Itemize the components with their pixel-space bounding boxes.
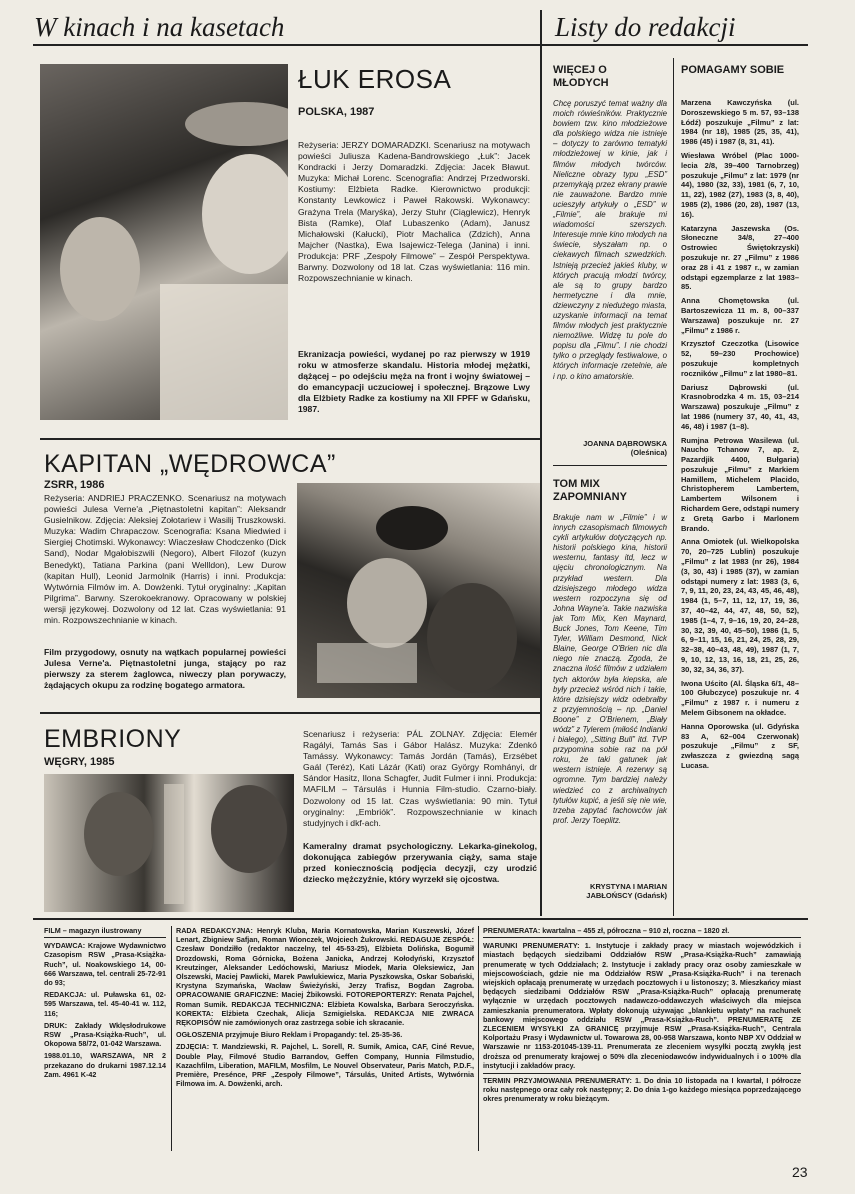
section-title-films: W kinach i na kasetach — [34, 12, 285, 42]
film-review: Kameralny dramat psychologiczny. Lekarka-ginekolog, dokonująca zabiegów przerywania ciąży, sama staje przed koniecznością podjęcia decyzji, czy urodzić dziecko mężczyźnie, który wyrzekł się ojcostwa. — [303, 841, 537, 885]
letter-text: Brakuje nam w „Filmie” i w innych czasopismach filmowych cykli artykułów dotyczących np. historii polskiego kina, historii westernu, fantasy itd, lecz w ujęciu chronologicznym. Na przykład western. Dla dzisiejszego młodego widza western rozpoczyna się od Johna Wayne'a. Takie nazwiska jak Tom Mix, Ken Maynard, Buck Jones, Tom Keene, Tim Tyler, William Desmond, Nick Blaine, George O'Brien nic dla niego nie znaczą. Zgoda, że znaczna ilość filmów z udziałem tych aktorów była kiepska, ale były przecież wśród nich i takie, które dzisiejszy widz odebrałby z przyjemnością – np. „Daniel Boone” z O'Brienem, „Biały wódz” z Tylerem (miłość Indianki i białego), „Sitting Bull” itd. TVP przypomina sobie raz na pół roku, że taki gatunek jak western istnieje. A rezerwy są ogromne. Tym bardziej należy wiedzieć co z archiwalnych tytułów kupić, a jeśli się nie wie, trzeba zapytać fachowców jak prof. Jerzy Toeplitz. — [553, 513, 667, 825]
film-still-figures — [40, 64, 288, 420]
list-item: Iwona Uścito (Al. Śląska 6/1, 48–100 Głubczyce) poszukuje nr. 4 „Filmu” z 1987 r. i numeru z Melem Gibsonem na okładce. — [681, 678, 799, 718]
letters-separator — [553, 465, 667, 466]
film-still-figures — [297, 483, 540, 698]
imprint-text: 1988.01.10, WARSZAWA, NR 2 przekazano do drukarni 1987.12.14 Zam. 4961 K-42 — [44, 1051, 166, 1079]
column-divider — [540, 10, 542, 916]
list-item: Krzysztof Czeczotka (Lisowice 52, 59–230 Prochowice) poszukuje kompletnych roczników „Filmu” z lat 1980–81. — [681, 339, 799, 378]
film-still-figures — [44, 774, 294, 912]
imprint-text: RADA REDAKCYJNA: Henryk Kluba, Maria Kornatowska, Marian Kuszewski, Józef Lenart, Zbigniew Safjan, Roman Wionczek, Wojciech Żukrowski. REDAGUJE ZESPÓŁ: Czesław Dondziłło (redaktor naczelny, tel 45-53-25), Elżbieta Dolińska, Bogumił Drozdowski, Roma Górnicka, Bożena Janicka, Andrzej Kołodyński, Krzysztof Kreutzinger, Aleksander Ledóchowski, Mariusz Miodek, Maria Oleksiewicz, Jan Olszewski, Maciej Pawlicki, Marek Pawlukiewicz, Maria Pyszkowska, Oskar Sobański, Krystyna Szymańska, Wacław Świeżyński, Jerzy Trafisz, Bogdan Zagroba. OPRACOWANIE GRAFICZNE: Maciej Żbikowski. FOTOREPORTERZY: Renata Pajchel, Roman Sumik. REDAKCJA TECHNICZNA: Elżbieta Kowalska, Barbara Seroczyńska. KOREKTA: Elżbieta Czechak, Alicja Szmigielska. REDAKCJA NIE ZWRACA RĘKOPISÓW nie zamówionych oraz zastrzega sobie ich skracanie. — [176, 926, 474, 1028]
list-item: Katarzyna Jaszewska (Os. Słoneczne 34/8, 27–400 Ostrowiec Świętokrzyski) poszukuje nr. 27 „Filmu” z 1986 oraz 28 i 41 z 1987 r., w zamian odstąpi egzemplarze z lat 1983–85. — [681, 223, 799, 292]
film-title: ŁUK EROSA — [298, 64, 452, 94]
letters-divider — [673, 58, 674, 916]
imprint-text: TERMIN PRZYJMOWANIA PRENUMERATY: 1. Do dnia 10 listopada na I kwartał, I półrocze roku następnego oraz cały rok następny; 2. Do dnia 1-go każdego miesiąca poprzedzającego okres prenumeraty w roku bieżącym. — [483, 1073, 801, 1104]
list-item: Marzena Kawczyńska (ul. Doroszewskiego 5 m. 57, 93–138 Łódź) poszukuje „Filmu” z lat: 1984 (nr 18), 1985 (25, 35, 41), 1986 (45) i 1987 (8, 31, 41). — [681, 98, 799, 147]
film-credits: Reżyseria: ANDRIEJ PRACZENKO. Scenariusz na motywach powieści Julesa Verne'a „Piętnastoletni kapitan”: Aleksandr Gusielnikow. Zdjęcia: Aleksiej Zołotariew i Wasilij Truszkowski. Muzyka: Wadim Chrapaczow. Scenografia: Ksana Miedwied i Siergiej Chotimski. Wykonawcy: Wiaczesław Chodczenko (Dick Sand), Nodar Mgałobiszwili (Negoro), Albert Filozof (kuzyn Benedykt), Tatiana Parkina (pani Wellldon), Lew Durow (kapitan Hull), Leonid Jarmolnik (Harris) i inni. Produkcja: Wytwórnia Filmów im. A. Dowżenki. Tytuł oryginalny: „Kapitan Pilgrima”. Barwny. Szerokoekranowy. Opracowany w polskiej wersji językowej. Dozwolony od 12 lat. Czas wyświetlania: 91 min. Rozpowszechnianie w kinach. — [44, 493, 286, 626]
imprint-text: REDAKCJA: ul. Puławska 61, 02-595 Warszawa, tel. 45-40-41 w. 112, 116; — [44, 990, 166, 1018]
letter-text: Chcę poruszyć temat ważny dla moich rówieśników. Praktycznie bowiem tzw. kino młodzieżowe dla polskiego widza nie istnieje – dotyczy to zarówno tematyki młodzieżowej w kinie, jak i filmów młodych twórców. Nieliczne obrazy typu „ESD” przemykają przez ekrany prawie nie zauważone. Bardzo mnie ucieszyły artykuły o „ESD” w „Filmie”, ale brakuje mi wiadomości szerszych. Interesuje mnie kino młodych na świecie, słyszałam np. o ciekawych filmach szwedzkich. Istnieją przecież jakieś kluby, w których pracują młodzi twórcy, ale są to grupy bardzo hermetyczne i dla mnie, dziewczyny z niedużego miasta, uzyskanie informacji na temat filmów młodych jest praktycznie niemożliwe. Widzę tu pole do popisu dla „Filmu”. I nie chodzi tylko o przeglądy festiwalowe, o których informacje rzetelnie, ale i np. o kino amatorskie. — [553, 99, 667, 381]
imprint-text: WARUNKI PRENUMERATY: 1. Instytucje i zakłady pracy w miastach wojewódzkich i miastach będących siedzibami Oddziałów RSW „Prasa-Książka-Ruch” zamawiają prenumeratę w tych Oddziałach; 2. Instytucje i zakłady pracy oraz osoby zamieszkałe w miejscowościach, gdzie nie ma Oddziałów RSW „Prasa-Książka-Ruch” i na terenach wiejskich opłacają prenumeratę w urzędach pocztowych i u listonoszy; 3. Mieszkańcy miast będących siedzibami Oddziałów RSW „Prasa-Książka-Ruch” opłacają prenumeratę wyłącznie w urzędach pocztowych nadawczo-oddawczych właściwych dla miejsca zamieszkania prenumeratora. Wpłaty dokonują używając „blankietu wpłaty” na rachunek bankowy miejscowego oddziału RSW „Prasa-Książka-Ruch”. PRENUMERATĘ ZE ZLECENIEM WYSYŁKI ZA GRANICĘ przyjmuje RSW „Prasa-Książka-Ruch”, Centrala Kolportażu Prasy i Wydawnictw ul. Towarowa 28, 00-958 Warszawa, konto NBP XV Oddział w Warszawie nr 1153-201045-139-11. Prenumerata ze zleceniem wysyłki pocztą zwykłą jest droższa od prenumeraty krajowej o 50% dla zleceniodawców indywidualnych i o 100% dla instytucji i zakładów pracy. — [483, 941, 801, 1070]
list-item: Wiesława Wróbel (Plac 1000-lecia 2/8, 39–400 Tarnobrzeg) poszukuje „Filmu” z lat: 1979 (nr 44), 1980 (32, 33), 1981 (6, 7, 10, 11, 22), 1982 (27), 1983 (3, 8, 40), 1985 (2), 1986 (20, 28), 1987 (13, 16). — [681, 150, 799, 219]
list-item: Anna Omiotek (ul. Wielkopolska 70, 20–725 Lublin) poszukuje „Filmu” z lat 1983 (nr 26), 1984 (3, 30, 43) i 1985 (37), w zamian odstąpi numery z lat: 1983 (3, 6, 7, 9, 11, 20, 23, 24, 43, 45, 46, 48), 1984 (1, 5–7, 11, 12, 17, 19, 36, 37, 40–42, 44, 47, 48, 50, 52), 1985 (1–4, 7, 9–16, 19, 20, 24–28, 30, 32, 39, 40, 45–50), 1986 (1, 5, 6, 9–11, 15, 16, 21, 24, 25, 28, 29, 32–38, 40–43, 48, 49), 1987 (1, 7, 9, 10, 12, 13, 16, 18, 21, 25, 26, 30, 32, 34, 36, 37). — [681, 537, 799, 674]
film-still-luk-erosa — [40, 64, 288, 420]
imprint-text: PRENUMERATA: kwartalna – 455 zł, półroczna – 910 zł, roczna – 1820 zł. — [483, 926, 801, 938]
list-item: Rumjna Petrowa Wasilewa (ul. Naucho Tchanow 7, ap. 2, Pazardjik 4400, Bułgaria) poszukuje „Filmu” z Markiem Hamillem, Michelem Placido, Christopherem Lambertem, Lambertem Wilsonem i Richardem Gere, odstąpi numery z Gretą Garbo i Marlonem Brando. — [681, 435, 799, 533]
list-item: Dariusz Dąbrowski (ul. Krasnobrodzka 4 m. 15, 03–214 Warszawa) poszukuje „Filmu” z lat 1986 (numery 37, 40, 41, 43, 46, 48) i 1987 (1–8). — [681, 382, 799, 431]
film-country: ZSRR, 1986 — [44, 479, 105, 491]
letter-signature: KRYSTYNA I MARIAN JABŁOŃSCY (Gdańsk) — [586, 882, 667, 900]
imprint-text: ZDJĘCIA: T. Mandziewski, R. Pajchel, L. Sorell, R. Sumik, Amica, CAF, Ciné Revue, Double Play, Filmové Studio Barrandov, Geffen Company, Hunnia Filmstudio, Kazachfilm, Liberation, MAFILM, Mosfilm, Le Nouvel Observateur, Paris Match, P.D.F., Première, Presénce, PRF „Zespoły Filmowe”, Társulás, United Artists, Wytwórnia Filmowa im. A. Dowżenki, arch. — [176, 1042, 474, 1089]
section-title-letters: Listy do redakcji — [555, 12, 736, 42]
imprint-text: OGŁOSZENIA przyjmuje Biuro Reklam i Propagandy: tel. 25-35-36. — [176, 1030, 403, 1040]
letter-title: POMAGAMY SOBIE — [681, 64, 785, 76]
section-rule-2 — [40, 438, 540, 440]
header-rule — [33, 44, 808, 46]
film-review: Film przygodowy, osnuty na wątkach popularnej powieści Julesa Verne'a. Piętnastoletni junga, stający po raz pierwszy za sterem żaglowca, niweczy plan porywaczy, żądających okupu za rodzinę bogatego armatora. — [44, 647, 286, 691]
imprint-text: WYDAWCA: Krajowe Wydawnictwo Czasopism RSW „Prasa-Książka-Ruch”, ul. Noakowskiego 14, 00-666 Warszawa, tel. centrali 25-72-91 do 93; — [44, 941, 166, 988]
imprint-editorial — [176, 926, 474, 1091]
section-rule-3 — [40, 712, 540, 714]
film-title: KAPITAN „WĘDROWCA” — [44, 450, 336, 478]
list-item: Hanna Oporowska (ul. Gdyńska 83 A, 62–004 Czerwonak) poszukuje „Filmu” z SF, zwłaszcza z gwiezdną sagą Lucasa. — [681, 721, 799, 770]
letter-signature: JOANNA DĄBROWSKA (Oleśnica) — [583, 439, 667, 457]
list-item: Anna Chomętowska (ul. Bartoszewicza 11 m. 8, 00–337 Warszawa) poszukuje nr. 27 „Filmu” z 1986 r. — [681, 296, 799, 335]
imprint-subscription — [483, 926, 801, 1107]
film-credits: Scenariusz i reżyseria: PÁL ZOLNAY. Zdjęcia: Elemér Ragályi, Tamás Sas i Gábor Halász. Muzyka: Zdenkó Tamássy. Wykonawcy: Tamás Jordán (Tamás), Erzsébet Gaál (Teréz), Kati Lázár (Kati) oraz György Romhányi, dr Sándor Hasitz, Ilona Schagfer, Judit Fulmer i inni. Produkcja: MAFILM – Társulás i Hunnia Film-studio. Czarno-biały. Dozwolony od 15 lat. Czas wyświetlania: 90 min. Tytuł oryginalny: „Embriók”. Rozpowszechnianie w kinach studyjnych i dkf-ach. — [303, 729, 537, 828]
letter-title: WIĘCEJ O MŁODYCH — [553, 64, 609, 89]
footer-divider — [171, 926, 172, 1151]
footer-rule — [33, 918, 808, 920]
film-still-kapitan-wedrowca — [297, 483, 540, 698]
letter-title: TOM MIX ZAPOMNIANY — [553, 478, 627, 503]
film-country: WĘGRY, 1985 — [44, 756, 115, 768]
film-credits: Reżyseria: JERZY DOMARADZKI. Scenariusz na motywach powieści Juliusza Kadena-Bandrowskiego „Łuk”: Jacek Kondracki i Jerzy Domaradzki. Zdjęcia: Jacek Bławut. Muzyka: Michał Lorenc. Scenografia: Andrzej Przedworski. Kostiumy: Elżbieta Radke. Kierownictwo produkcji: Konstanty Lewkowicz i Paweł Rakowski. Wykonawcy: Grażyna Trela (Maryśka), Jerzy Stuhr (Ciąglewicz), Henryk Bista (Ramke), Olaf Lubaszenko (Adam), Janusz Michałowski (Kałucki), Piotr Machalica (Zdzich), Anna Majcher (Nastka), Ewa Isajewicz-Telega (Janina) i inni. Produkcja: PRF „Zespoły Filmowe” – Zespół Perspektywa. Barwny. Dozwolony od 18 lat. Czas wyświetlania: 116 min. Rozpowszechnianie w kinach. — [298, 140, 530, 284]
footer-divider — [478, 926, 479, 1151]
film-title: EMBRIONY — [44, 725, 182, 753]
magazine-name: FILM – magazyn ilustrowany — [44, 926, 166, 938]
exchange-list — [681, 98, 799, 775]
film-still-embriony — [44, 774, 294, 912]
imprint-text: DRUK: Zakłady Wklęsłodrukowe RSW „Prasa-Książka-Ruch”, ul. Okopowa 58/72, 01-042 Warszawa. — [44, 1020, 166, 1049]
film-review: Ekranizacja powieści, wydanej po raz pierwszy w 1919 roku w atmosferze skandalu. Historia młodej mężatki, dążącej – po odejściu męża na front i wojny światowej – do emancypacji uczuciowej i społecznej. Brązowe Lwy dla Elżbiety Radke za kostiumy na XII FPFF w Gdańsku, 1987. — [298, 349, 530, 415]
film-country: POLSKA, 1987 — [298, 106, 375, 118]
imprint-publisher — [44, 926, 166, 1082]
page-number: 23 — [792, 1164, 808, 1180]
